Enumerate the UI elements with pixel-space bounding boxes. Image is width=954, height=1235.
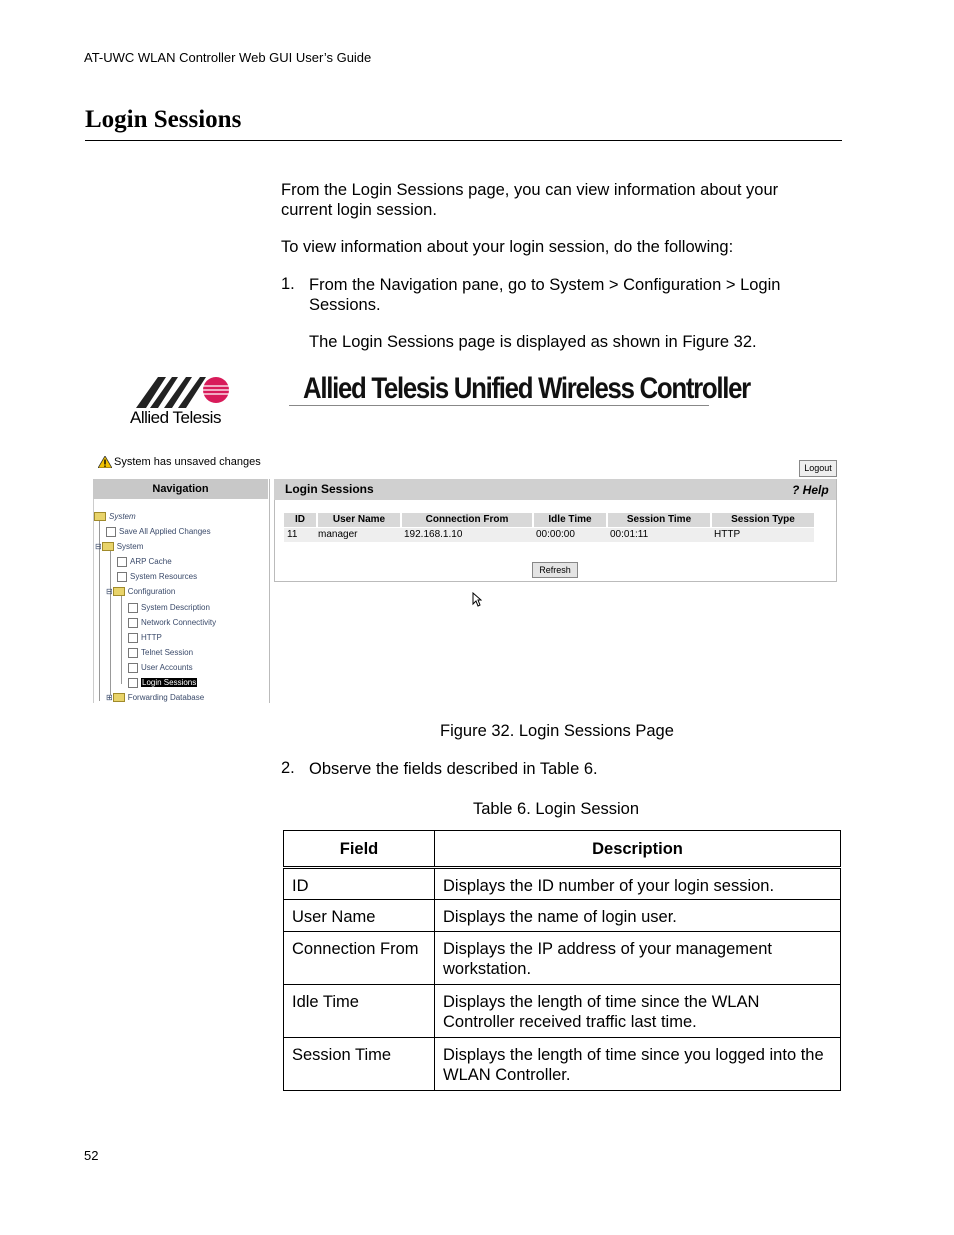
tree-item-system-resources[interactable]: System Resources bbox=[117, 572, 197, 582]
col-header-id: ID bbox=[284, 513, 316, 527]
tree-item-system-description[interactable]: System Description bbox=[128, 603, 210, 613]
page-icon bbox=[128, 618, 138, 628]
folder-icon bbox=[94, 512, 106, 521]
description-cell: Displays the IP address of your management workstation. bbox=[435, 932, 841, 985]
col-header-connection-from: Connection From bbox=[402, 513, 532, 527]
field-cell: Idle Time bbox=[284, 985, 435, 1038]
table-row bbox=[284, 1038, 841, 1091]
panel-title: Login Sessions bbox=[285, 482, 374, 496]
section-title: Login Sessions bbox=[85, 106, 242, 133]
col-header-session-time: Session Time bbox=[608, 513, 710, 527]
app-title: Allied Telesis Unified Wireless Controller bbox=[303, 372, 750, 405]
table-row bbox=[284, 900, 841, 932]
mouse-cursor-icon bbox=[472, 592, 482, 612]
page-icon bbox=[128, 678, 138, 688]
field-cell: Session Time bbox=[284, 1038, 435, 1091]
warning-text: System has unsaved changes bbox=[114, 456, 261, 468]
table-row bbox=[284, 985, 841, 1038]
running-header: AT-UWC WLAN Controller Web GUI User’s Guide bbox=[84, 50, 372, 65]
table-row bbox=[284, 932, 841, 985]
step-1-text: From the Navigation pane, go to System > Configuration > Login Sessions. bbox=[309, 276, 781, 314]
figure-caption: Figure 32. Login Sessions Page bbox=[440, 722, 674, 740]
tree-item-login-sessions[interactable]: Login Sessions bbox=[128, 678, 197, 688]
unsaved-warning bbox=[98, 456, 261, 468]
page-icon bbox=[128, 633, 138, 643]
step-1-result: The Login Sessions page is displayed as shown in Figure 32. bbox=[309, 333, 757, 351]
title-rule bbox=[85, 140, 842, 141]
tree-item-forwarding-database[interactable]: ⊞ Forwarding Database bbox=[106, 693, 205, 702]
app-title-underline bbox=[289, 405, 709, 406]
field-cell: ID bbox=[284, 868, 435, 900]
col-header-idle-time: Idle Time bbox=[534, 513, 606, 527]
folder-icon bbox=[113, 693, 125, 702]
warning-icon bbox=[98, 456, 112, 468]
cell-session-time: 00:01:11 bbox=[610, 529, 649, 540]
tree-line bbox=[110, 551, 111, 695]
field-cell: User Name bbox=[284, 900, 435, 932]
header-description: Description bbox=[435, 831, 841, 868]
header-field: Field bbox=[284, 831, 435, 868]
help-link[interactable]: ? Help bbox=[792, 483, 829, 497]
page-icon bbox=[128, 648, 138, 658]
description-cell: Displays the ID number of your login session. bbox=[435, 868, 841, 900]
tree-item-network-connectivity[interactable]: Network Connectivity bbox=[128, 618, 216, 628]
tree-item-telnet-session[interactable]: Telnet Session bbox=[128, 648, 193, 658]
page-icon bbox=[128, 663, 138, 673]
page-icon bbox=[106, 527, 116, 537]
logout-button[interactable]: Logout bbox=[799, 460, 837, 477]
tree-item-save-all[interactable]: Save All Applied Changes bbox=[106, 527, 211, 537]
page-icon bbox=[117, 572, 127, 582]
field-cell: Connection From bbox=[284, 932, 435, 985]
folder-icon bbox=[113, 587, 125, 596]
tree-item-http[interactable]: HTTP bbox=[128, 633, 162, 643]
step-1-number: 1. bbox=[281, 275, 295, 293]
step-2-number: 2. bbox=[281, 759, 295, 777]
tree-item-arp-cache[interactable]: ARP Cache bbox=[117, 557, 172, 567]
cell-connection-from: 192.168.1.10 bbox=[404, 529, 463, 540]
tree-item-user-accounts[interactable]: User Accounts bbox=[128, 663, 193, 673]
field-description-table bbox=[283, 830, 841, 1091]
step-2-text: Observe the fields described in Table 6. bbox=[309, 760, 598, 778]
cell-session-type: HTTP bbox=[714, 529, 741, 540]
instruction-paragraph: To view information about your login session, do the following: bbox=[281, 238, 734, 256]
table-row bbox=[284, 868, 841, 900]
tree-item-configuration[interactable]: ⊟ Configuration bbox=[106, 587, 176, 596]
tree-line bbox=[121, 596, 122, 684]
cell-idle-time: 00:00:00 bbox=[536, 529, 575, 540]
intro-paragraph: From the Login Sessions page, you can view information about your current login session. bbox=[281, 181, 779, 219]
tree-item-system[interactable]: ⊟ System bbox=[95, 542, 144, 551]
page-icon bbox=[117, 557, 127, 567]
description-cell: Displays the name of login user. bbox=[435, 900, 841, 932]
refresh-button[interactable]: Refresh bbox=[532, 562, 578, 578]
page-number: 52 bbox=[84, 1148, 99, 1163]
description-cell: Displays the length of time since you logged into the WLAN Controller. bbox=[435, 1038, 841, 1091]
navigation-header: Navigation bbox=[93, 479, 268, 499]
col-header-session-type: Session Type bbox=[712, 513, 814, 527]
cell-user-name: manager bbox=[318, 529, 358, 540]
tree-item-system-root[interactable]: System bbox=[94, 512, 136, 521]
cell-id: 11 bbox=[287, 529, 298, 540]
logo-text: Allied Telesis bbox=[130, 408, 221, 427]
folder-icon bbox=[102, 542, 114, 551]
table-header-row bbox=[284, 831, 841, 868]
table-caption: Table 6. Login Session bbox=[473, 800, 640, 818]
col-header-user-name: User Name bbox=[318, 513, 400, 527]
description-cell: Displays the length of time since the WLAN Controller received traffic last time. bbox=[435, 985, 841, 1038]
page-icon bbox=[128, 603, 138, 613]
